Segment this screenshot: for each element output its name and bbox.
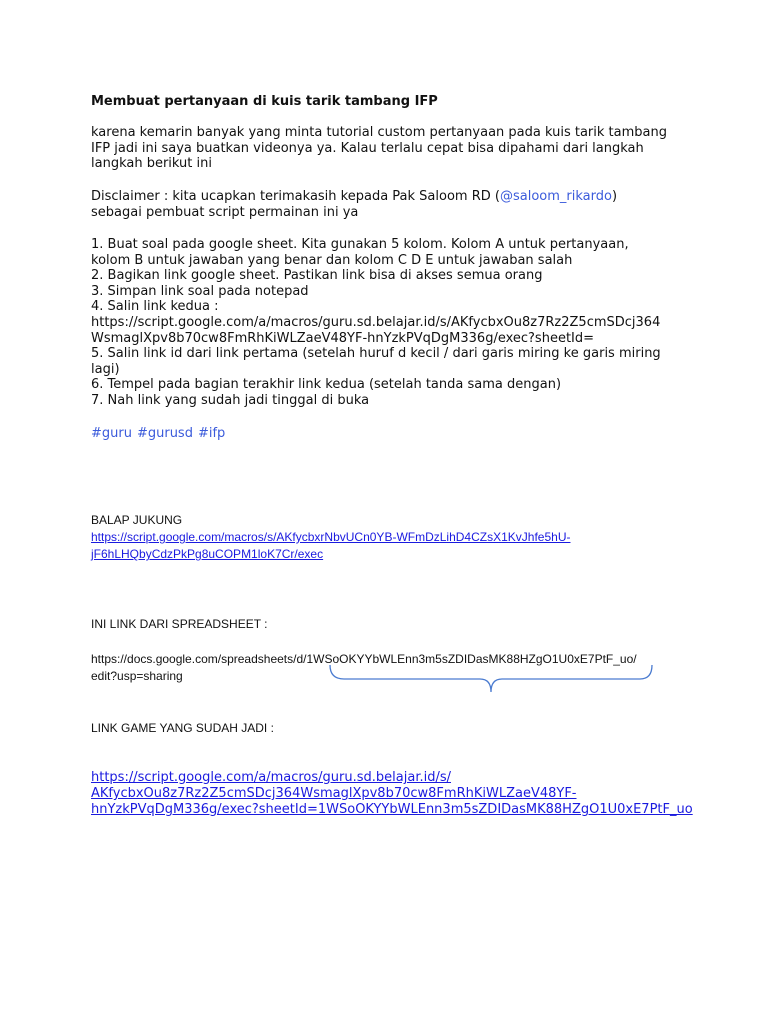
spreadsheet-url-line: https://docs.google.com/spreadsheets/d/1WSoOKYYbWLEnn3m5sZDIDasMK88HZgO1U0xE7PtF_uo/ [91,652,637,666]
step-line: 2. Bagikan link google sheet. Pastikan link bisa di akses semua orang [91,268,543,284]
hashtag-link[interactable]: #guru [91,426,132,441]
game-link[interactable]: AKfycbxOu8z7Rz2Z5cmSDcj364WsmaglXpv8b70cw8FmRhKiWLZaeV48YF- [91,786,577,801]
step-line: 4. Salin link kedua : [91,299,219,315]
document-title: Membuat pertanyaan di kuis tarik tambang IFP [91,94,438,109]
step-line: 1. Buat soal pada google sheet. Kita gunakan 5 kolom. Kolom A untuk pertanyaan, [91,237,629,252]
game-link-block [91,770,693,818]
balap-link[interactable]: https://script.google.com/macros/s/AKfycbxrNbvUCn0YB-WFmDzLihD4CZsX1KvJhfe5hU- [91,530,571,544]
step-line: 3. Simpan link soal pada notepad [91,283,309,299]
step-line: 7. Nah link yang sudah jadi tinggal di buka [91,392,370,408]
hashtag-link[interactable]: #ifp [197,426,226,441]
step-line: 5. Salin link id dari link pertama (setelah huruf d kecil / dari garis miring ke garis miring [91,346,661,362]
step-line: WsmaglXpv8b70cw8FmRhKiWLZaeV48YF-hnYzkPVqDgM336g/exec?sheetId= [91,330,595,346]
disclaimer-line-2: sebagai pembuat script permainan ini ya [91,204,359,220]
intro-line: langkah berikut ini [91,156,212,172]
intro-line: karena kemarin banyak yang minta tutorial custom pertanyaan pada kuis tarik tambang [91,125,667,140]
balap-link[interactable]: jF6hLHQbyCdzPkPg8uCOPM1loK7Cr/exec [91,547,324,561]
intro-line: IFP jadi ini saya buatkan videonya ya. Kalau terlalu cepat bisa dipahami dari langkah [91,140,644,156]
hashtag-link[interactable]: #gurusd [136,426,193,441]
game-label: LINK GAME YANG SUDAH JADI : [91,721,274,735]
step-line: lagi) [91,361,120,377]
balap-label: BALAP JUKUNG [91,513,183,527]
step-line: kolom B untuk jawaban yang benar dan kolom C D E untuk jawaban salah [91,252,573,268]
spreadsheet-label: INI LINK DARI SPREADSHEET : [91,617,268,631]
game-link[interactable]: https://script.google.com/a/macros/guru.sd.belajar.id/s/ [91,770,451,785]
curly-brace-shape [330,665,652,692]
disclaimer-prefix: Disclaimer : kita ucapkan terimakasih kepada Pak Saloom RD ( [91,189,500,204]
disclaimer-suffix: ) [611,189,618,204]
step-line: https://script.google.com/a/macros/guru.sd.belajar.id/s/AKfycbxOu8z7Rz2Z5cmSDcj364 [91,314,661,330]
mention-link[interactable]: @saloom_rikardo [499,189,612,204]
spreadsheet-url-line: edit?usp=sharing [91,669,183,683]
step-line: 6. Tempel pada bagian terakhir link kedua (setelah tanda sama dengan) [91,377,562,393]
game-link[interactable]: hnYzkPVqDgM336g/exec?sheetId=1WSoOKYYbWLEnn3m5sZDIDasMK88HZgO1U0xE7PtF_uo [91,802,693,817]
